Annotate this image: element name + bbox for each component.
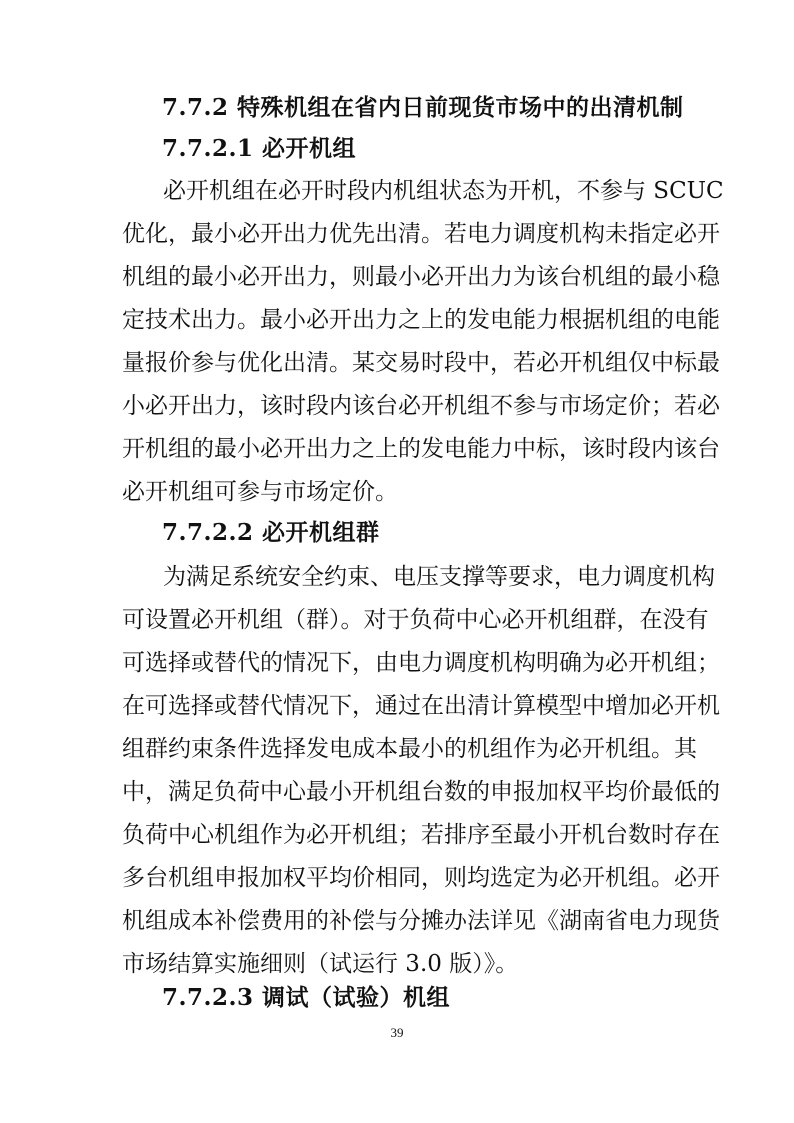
paragraph-line: 为满足系统安全约束、电压支撑等要求，电力调度机构 [163,564,715,590]
paragraph-line: 必开机组在必开时段内机组状态为开机，不参与 SCUC [163,178,724,204]
subsection-heading-commissioning-units: 7.7.2.3 调试（试验）机组 [162,984,451,1011]
subsection-heading-must-run-units: 7.7.2.1 必开机组 [162,135,357,162]
paragraph-line: 必开机组可参与市场定价。 [122,479,398,505]
paragraph-line: 定技术出力。最小必开出力之上的发电能力根据机组的电能 [122,307,720,333]
paragraph-line: 开机组的最小必开出力之上的发电能力中标，该时段内该台 [122,436,720,462]
paragraph-line: 可设置必开机组（群）。对于负荷中心必开机组群，在没有 [122,607,709,633]
paragraph-line: 组群约束条件选择发电成本最小的机组作为必开机组。其 [122,736,697,762]
paragraph-line: 机组成本补偿费用的补偿与分摊办法详见《湖南省电力现货 [122,908,720,934]
page-number: 39 [390,1025,404,1040]
section-heading: 7.7.2 特殊机组在省内日前现货市场中的出清机制 [162,94,684,121]
paragraph-line: 多台机组申报加权平均价相同，则均选定为必开机组。必开 [122,865,720,891]
subsection-heading-must-run-unit-groups: 7.7.2.2 必开机组群 [162,519,380,546]
paragraph-line: 机组的最小必开出力，则最小必开出力为该台机组的最小稳 [122,264,720,290]
paragraph-line: 市场结算实施细则（试运行 3.0 版）》。 [122,951,519,977]
paragraph-line: 可选择或替代的情况下，由电力调度机构明确为必开机组； [122,650,720,676]
paragraph-line: 负荷中心机组作为必开机组；若排序至最小开机台数时存在 [122,822,720,848]
paragraph-line: 优化，最小必开出力优先出清。若电力调度机构未指定必开 [122,221,720,247]
paragraph-line: 小必开出力，该时段内该台必开机组不参与市场定价；若必 [122,393,720,419]
paragraph-line: 中，满足负荷中心最小开机组台数的申报加权平均价最低的 [122,779,720,805]
paragraph-line: 量报价参与优化出清。某交易时段中，若必开机组仅中标最 [122,350,720,376]
paragraph-line: 在可选择或替代情况下，通过在出清计算模型中增加必开机 [122,693,720,719]
